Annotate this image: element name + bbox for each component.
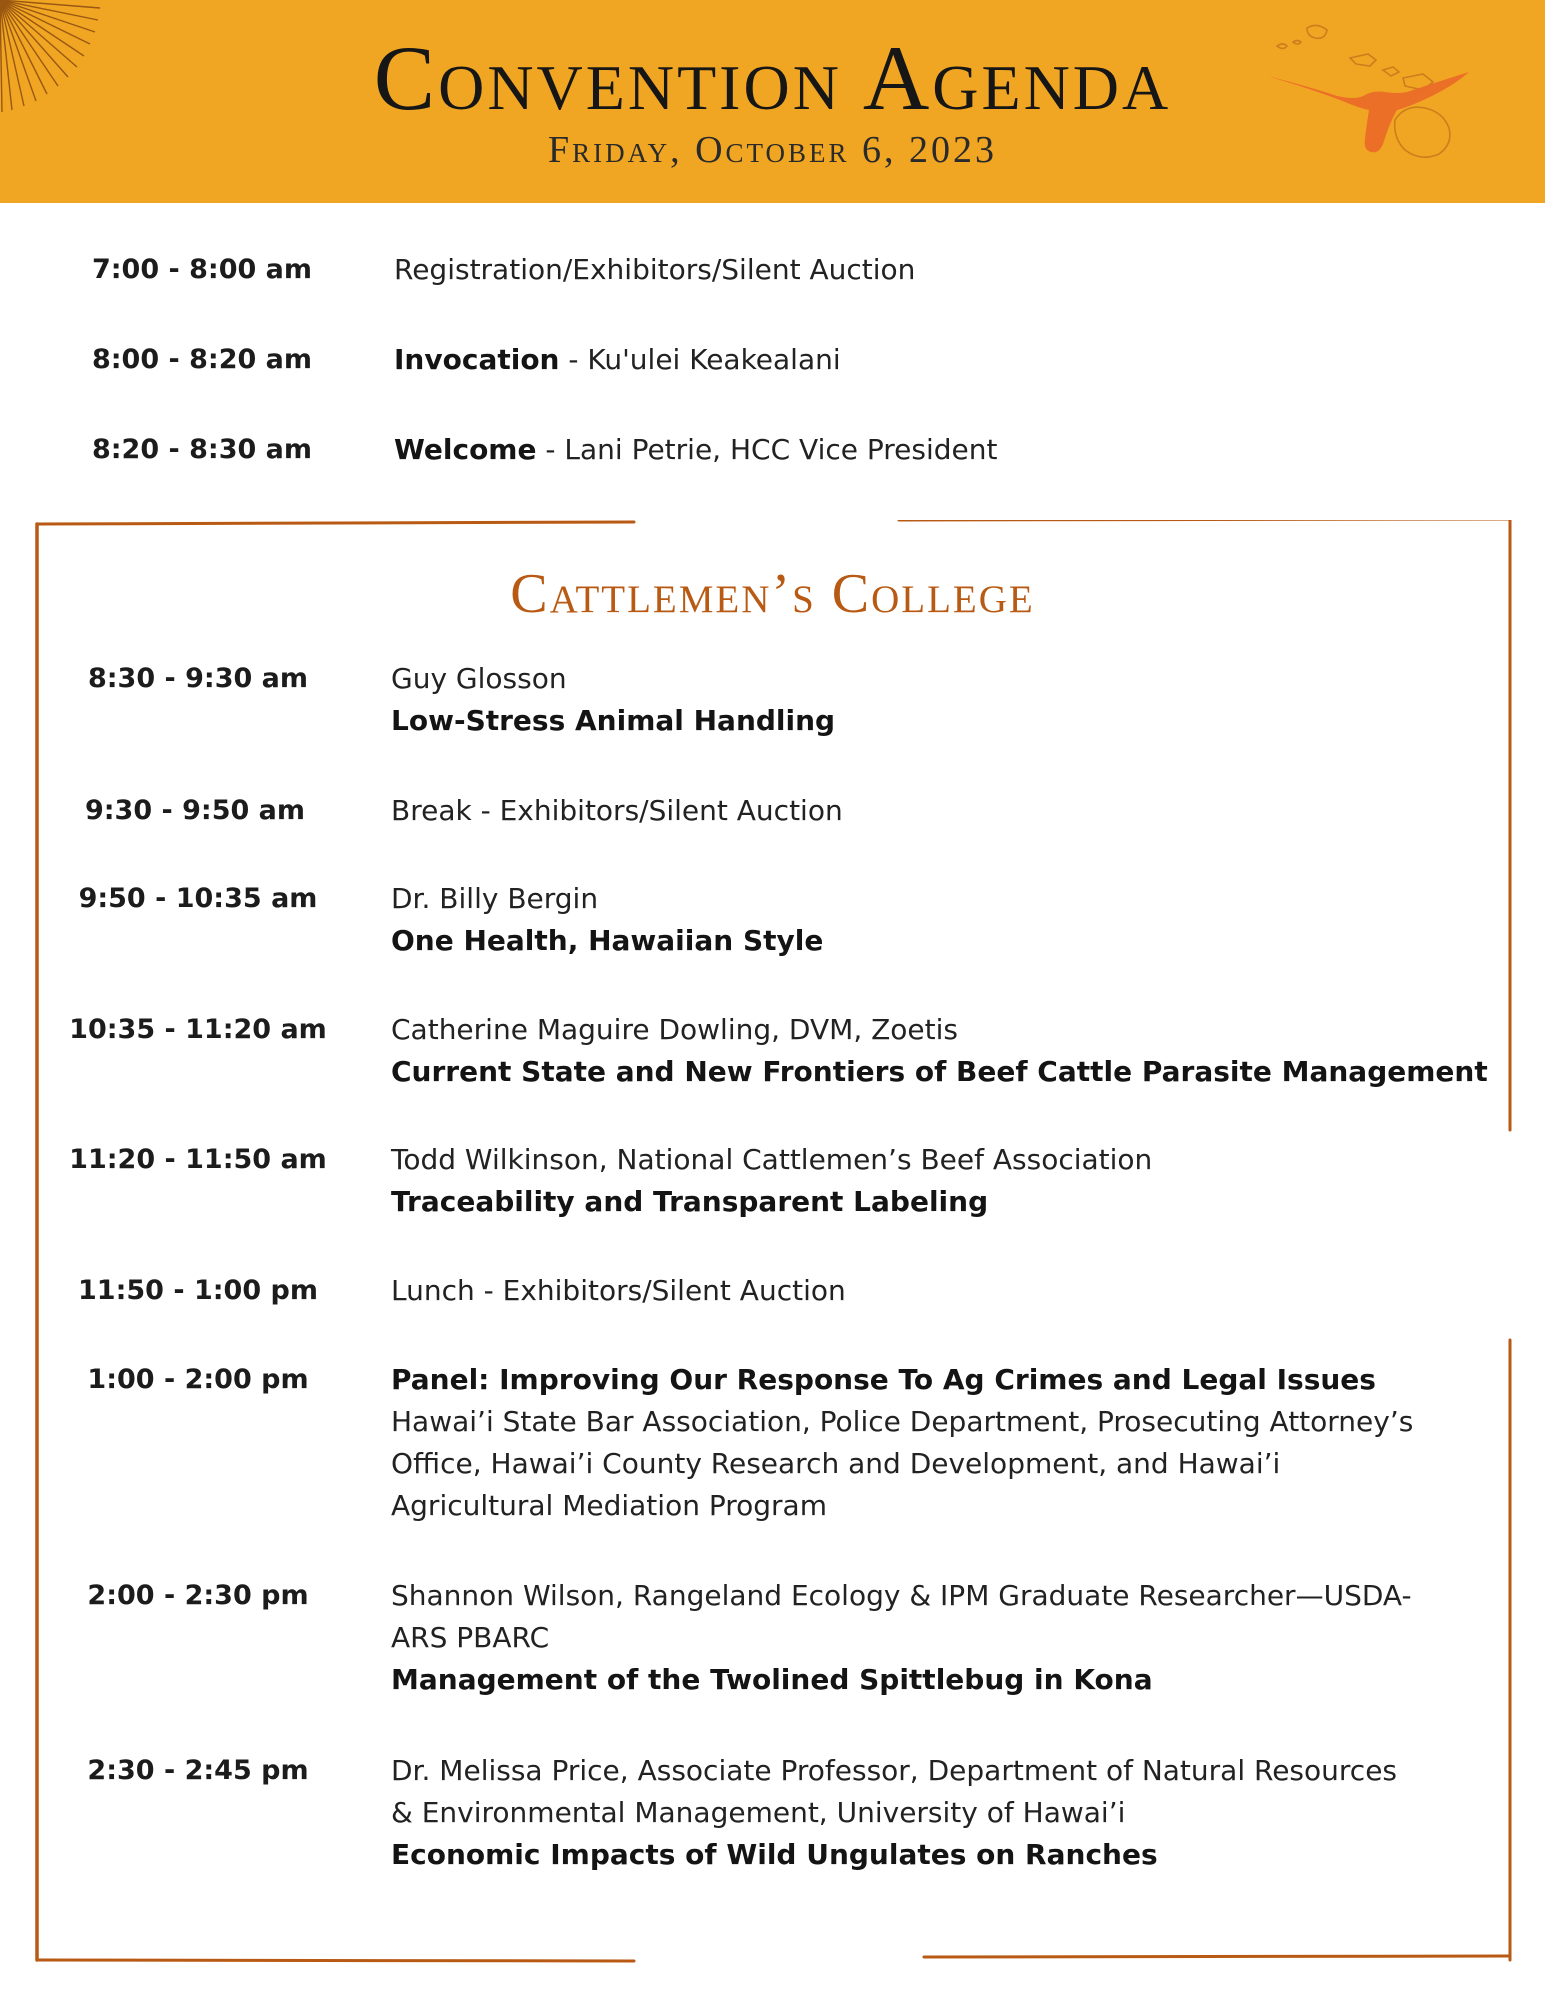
session-time: 9:30 - 9:50 am xyxy=(84,795,306,826)
agenda-time: 8:20 - 8:30 am xyxy=(91,434,313,465)
agenda-label: Invocation xyxy=(394,343,560,376)
session-topic: Management of the Twolined Spittlebug in Kona xyxy=(391,1663,1153,1696)
page-title: Convention Agenda xyxy=(373,27,1172,129)
agenda-time: 8:00 - 8:20 am xyxy=(91,344,313,375)
session-description xyxy=(391,1359,1421,1527)
agenda-time: 7:00 - 8:00 am xyxy=(91,254,313,285)
session-description xyxy=(391,1575,1421,1701)
session-topic: Panel: Improving Our Response To Ag Crimes and Legal Issues xyxy=(391,1363,1376,1396)
session-time: 10:35 - 11:20 am xyxy=(69,1014,327,1045)
session-time: 9:50 - 10:35 am xyxy=(78,883,318,914)
session-topic: Low-Stress Animal Handling xyxy=(391,704,836,737)
session-detail-line: Office, Hawai’i County Research and Development, and Hawai’i xyxy=(391,1447,1281,1480)
session-description xyxy=(391,790,843,832)
agenda-description xyxy=(394,339,841,381)
header-banner xyxy=(0,0,1545,203)
session-description xyxy=(391,1750,1421,1876)
section-title: Cattlemen’s College xyxy=(510,563,1035,625)
session-description xyxy=(391,878,823,962)
session-description xyxy=(391,1139,1152,1223)
session-speaker: Todd Wilkinson, National Cattlemen’s Beef Association xyxy=(391,1143,1153,1176)
session-time: 8:30 - 9:30 am xyxy=(87,663,309,694)
session-topic: Economic Impacts of Wild Ungulates on Ranches xyxy=(391,1838,1158,1871)
session-description xyxy=(391,1009,1488,1093)
session-time: 11:20 - 11:50 am xyxy=(69,1144,327,1175)
session-speaker-line: ARS PBARC xyxy=(391,1621,550,1654)
session-time: 1:00 - 2:00 pm xyxy=(87,1364,309,1395)
session-topic: Current State and New Frontiers of Beef Cattle Parasite Management xyxy=(391,1055,1488,1088)
agenda-description xyxy=(394,249,915,291)
session-time: 2:30 - 2:45 pm xyxy=(87,1755,309,1786)
longhorn-hawaii-islands-icon xyxy=(1255,20,1485,170)
session-text: Lunch - Exhibitors/Silent Auction xyxy=(391,1274,846,1307)
agenda-text: - Ku'ulei Keakealani xyxy=(559,343,841,376)
session-speaker: Catherine Maguire Dowling, DVM, Zoetis xyxy=(391,1013,958,1046)
session-speaker: Guy Glosson xyxy=(391,662,567,695)
session-topic: Traceability and Transparent Labeling xyxy=(391,1185,989,1218)
session-description xyxy=(391,658,835,742)
session-time: 11:50 - 1:00 pm xyxy=(78,1275,318,1306)
session-detail-line: Agricultural Mediation Program xyxy=(391,1489,827,1522)
session-text: Break - Exhibitors/Silent Auction xyxy=(391,794,843,827)
session-topic: One Health, Hawaiian Style xyxy=(391,924,824,957)
session-description xyxy=(391,1270,846,1312)
agenda-label: Welcome xyxy=(394,433,537,466)
agenda-text: Registration/Exhibitors/Silent Auction xyxy=(394,253,916,286)
page-date: Friday, October 6, 2023 xyxy=(547,129,998,171)
session-speaker-line: Dr. Melissa Price, Associate Professor, Department of Natural Resources xyxy=(391,1754,1398,1787)
session-speaker-line: Shannon Wilson, Rangeland Ecology & IPM Graduate Researcher—USDA- xyxy=(391,1579,1412,1612)
agenda-description xyxy=(394,429,998,471)
session-detail-line: Hawai’i State Bar Association, Police Department, Prosecuting Attorney’s xyxy=(391,1405,1414,1438)
agenda-text: - Lani Petrie, HCC Vice President xyxy=(536,433,998,466)
session-speaker-line: & Environmental Management, University of Hawai’i xyxy=(391,1796,1126,1829)
session-speaker: Dr. Billy Bergin xyxy=(391,882,599,915)
session-time: 2:00 - 2:30 pm xyxy=(87,1580,309,1611)
